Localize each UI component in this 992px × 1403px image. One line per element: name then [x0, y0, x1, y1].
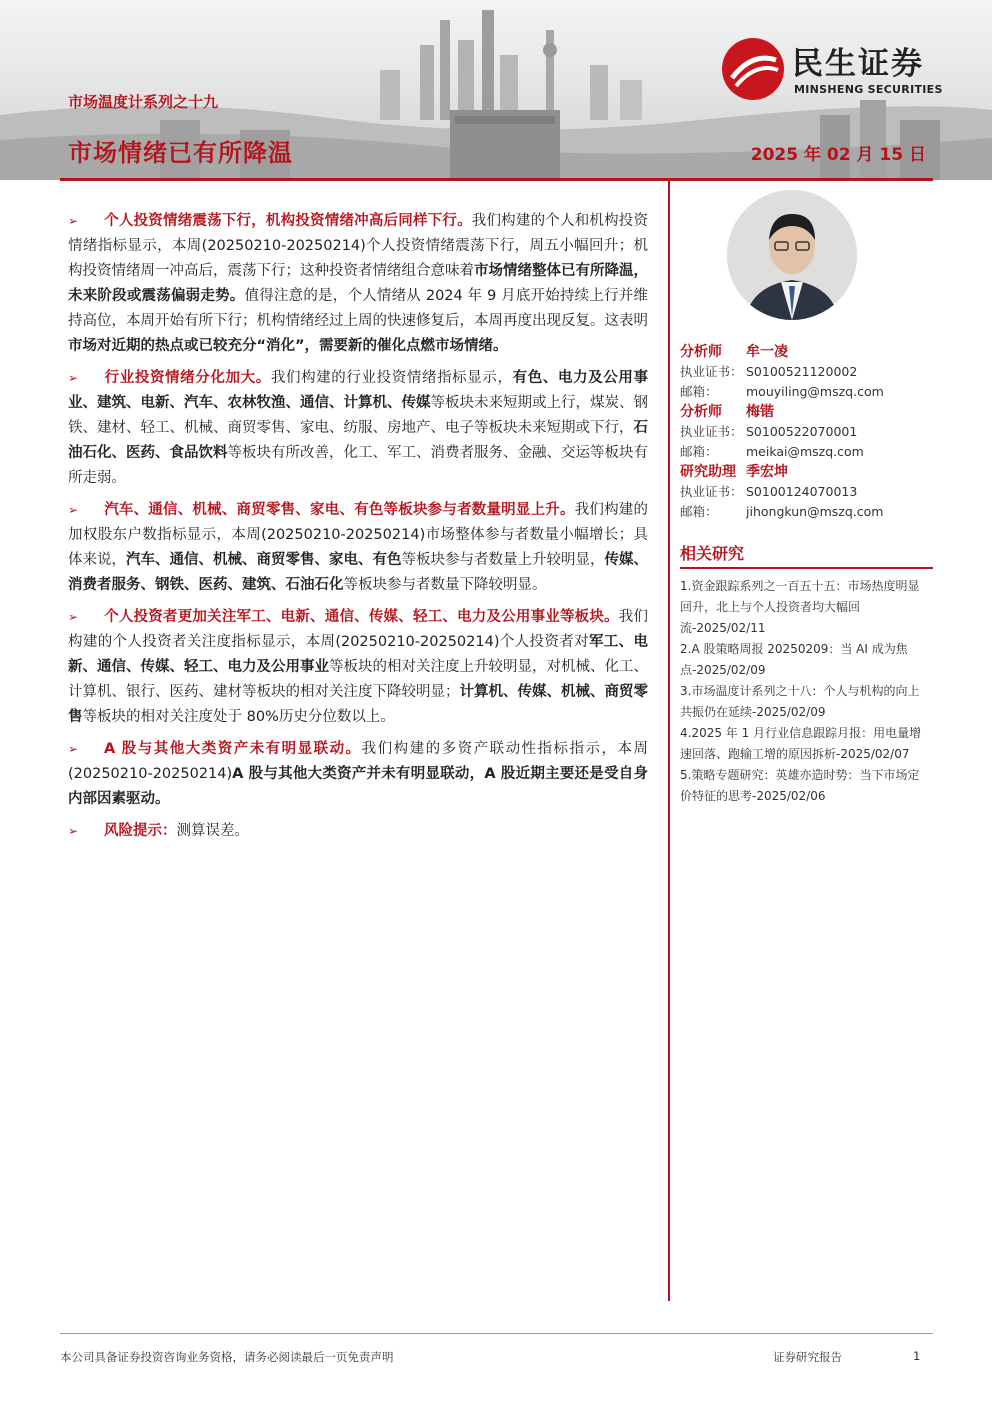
analyst-photo: [727, 190, 857, 320]
footer-report-type: 证券研究报告: [773, 1350, 842, 1364]
company-logo: [722, 38, 972, 104]
summary-point-risk: ➢ 风险提示：测算误差。: [68, 819, 648, 844]
related-research-item[interactable]: 1.资金跟踪系列之一百五十五：市场热度明显回升，北上与个人投资者均大幅回流-2025/02/11: [680, 579, 920, 635]
report-date: 2025 年 02 月 15 日: [750, 145, 926, 165]
summary-point-2: ➢ 行业投资情绪分化加大。我们构建的行业投资情绪指标显示，有色、电力及公用事业、建筑、电新、汽车、农林牧渔、通信、计算机、传媒等板块未来短期或上行，煤炭、钢铁、建材、轻工、机械、商贸零售、家电、纺服、房地产、电子等板块未来短期或下行，石油石化、医药、食品饮料等板块有所改善，化工、军工、消费者服务、金融、交运等板块有所走弱。: [68, 366, 648, 491]
summary-point-4: ➢ 个人投资者更加关注军工、电新、通信、传媒、轻工、电力及公用事业等板块。我们构建的个人投资者关注度指标显示，本周(20250210-20250214)个人投资者对军工、电新、通信、传媒、轻工、电力及公用事业等板块的相对关注度上升较明显，对机械、化工、计算机、银行、医药、建材等板块的相对关注度下降较明显；计算机、传媒、机械、商贸零售等板块的相对关注度处于 80%历史分位数以上。: [68, 605, 648, 730]
footer-disclaimer: 本公司具备证券投资咨询业务资格，请务必阅读最后一页免责声明: [60, 1350, 394, 1364]
footer-divider: [60, 1333, 933, 1334]
bullet-arrow-icon: ➢: [68, 742, 79, 756]
analyst-2-email: 邮箱： meikai@mszq.com: [680, 444, 864, 459]
bullet-arrow-icon: ➢: [68, 214, 79, 228]
analyst-2-role: 分析师 梅锴: [680, 404, 774, 420]
bullet-arrow-icon: ➢: [68, 824, 79, 838]
analyst-2-cert: 执业证书： S0100522070001: [680, 424, 858, 439]
bullet-arrow-icon: ➢: [68, 371, 79, 385]
logo-text-cn: 民生证券: [792, 46, 924, 82]
related-research-list: [680, 576, 928, 807]
header-divider: [60, 178, 933, 181]
report-series: 市场温度计系列之十九: [68, 93, 219, 111]
summary-point-1: ➢ 个人投资情绪震荡下行，机构投资情绪冲高后同样下行。我们构建的个人和机构投资情绪指标显示，本周(20250210-20250214)个人投资情绪震荡下行，周五小幅回升；机构投资情绪周一冲高后，震荡下行；这种投资者情绪组合意味着市场情绪整体已有所降温，未来阶段或震荡偏弱走势。值得注意的是，个人情绪从 2024 年 9 月底开始持续上行并维持高位，本周开始有所下行；机构情绪经过上周的快速修复后，本周再度出现反复。这表明市场对近期的热点或已较充分“消化”，需要新的催化点燃市场情绪。: [68, 209, 648, 359]
report-title: 市场情绪已有所降温: [68, 139, 293, 167]
bullet-arrow-icon: ➢: [68, 610, 79, 624]
analyst-3-cert: 执业证书： S0100124070013: [680, 484, 858, 499]
related-research-item[interactable]: 4.2025 年 1 月行业信息跟踪月报：用电量增速回落、跑输工增的原因拆析-2025/02/07: [680, 726, 922, 761]
logo-mark-icon: [722, 38, 784, 100]
analyst-1-email: 邮箱： mouyiling@mszq.com: [680, 384, 884, 399]
related-research-item[interactable]: 5.策略专题研究：英雄亦造时势：当下市场定价特征的思考-2025/02/06: [680, 768, 920, 803]
summary-point-3: ➢ 汽车、通信、机械、商贸零售、家电、有色等板块参与者数量明显上升。我们构建的加权股东户数指标显示，本周(20250210-20250214)市场整体参与者数量小幅增长；具体来说，汽车、通信、机械、商贸零售、家电、有色等板块参与者数量上升较明显，传媒、消费者服务、钢铁、医药、建筑、石油石化等板块参与者数量下降较明显。: [68, 498, 648, 598]
analyst-1-role: 分析师 牟一凌: [680, 344, 788, 360]
header-banner: [0, 0, 992, 180]
related-research-item[interactable]: 3.市场温度计系列之十八：个人与机构的向上共振仍在延续-2025/02/09: [680, 684, 920, 719]
page-number: 1: [913, 1349, 921, 1363]
column-divider: [668, 181, 670, 1301]
summary-body: [68, 209, 648, 851]
analyst-3-email: 邮箱： jihongkun@mszq.com: [680, 504, 884, 519]
related-research-item[interactable]: 2.A 股策略周报 20250209：当 AI 成为焦点-2025/02/09: [680, 642, 908, 677]
summary-point-5: ➢ A 股与其他大类资产未有明显联动。我们构建的多资产联动性指标指示，本周(20250210-20250214)A 股与其他大类资产并未有明显联动，A 股近期主要还是受自身内部因素驱动。: [68, 737, 648, 812]
bullet-arrow-icon: ➢: [68, 503, 79, 517]
logo-text-en: MINSHENG SECURITIES: [794, 83, 943, 96]
analyst-1-cert: 执业证书： S0100521120002: [680, 364, 858, 379]
related-research-heading: 相关研究: [680, 541, 933, 569]
analyst-list: [680, 342, 933, 522]
analyst-3-role: 研究助理 季宏坤: [680, 464, 788, 480]
